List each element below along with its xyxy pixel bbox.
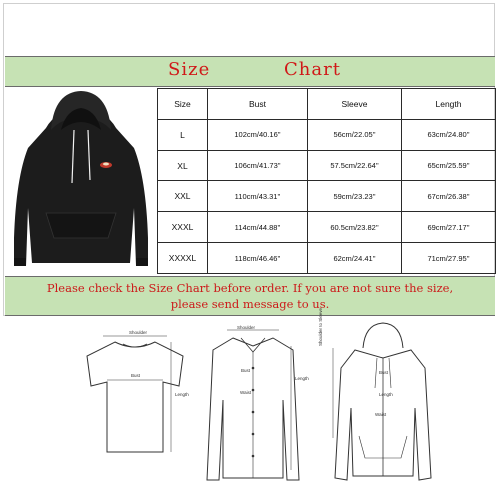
cell-size: XXXL [158, 212, 208, 243]
cell-sleeve: 57.5cm/22.64'' [308, 150, 402, 181]
size-table [157, 88, 496, 274]
hoodie-illustration [6, 88, 156, 274]
hoodie-diagram [325, 318, 435, 488]
table-row [158, 181, 496, 212]
header-sleeve: Sleeve [308, 89, 402, 120]
shirt-length-label: Length [295, 376, 309, 381]
notice-line-2: please send message to us. [170, 297, 330, 311]
table-row [158, 212, 496, 243]
shirt-waist-label: Waist [240, 390, 252, 395]
title-size: Size [168, 59, 211, 80]
hoodie-photo [6, 88, 156, 274]
hoodie-shoulder-sleeve-label: Shoulder to Sleeve [318, 307, 323, 346]
cell-bust: 114cm/44.88'' [208, 212, 308, 243]
cell-bust: 118cm/46.46'' [208, 243, 308, 274]
cell-sleeve: 56cm/22.05'' [308, 119, 402, 150]
cell-size: L [158, 119, 208, 150]
cell-size: XXXXL [158, 243, 208, 274]
cell-size: XL [158, 150, 208, 181]
cell-length: 67cm/26.38'' [402, 181, 496, 212]
header-length: Length [402, 89, 496, 120]
header-size: Size [158, 89, 208, 120]
measurement-diagrams [5, 307, 495, 496]
cell-length: 69cm/27.17'' [402, 212, 496, 243]
cell-length: 71cm/27.95'' [402, 243, 496, 274]
cell-size: XXL [158, 181, 208, 212]
table-row [158, 119, 496, 150]
hoodie-waist-label: Waist [375, 412, 387, 417]
hoodie-bust-label: Bust [379, 370, 389, 375]
title-chart: Chart [284, 59, 341, 80]
hoodie-length-label: Length [379, 392, 393, 397]
table-header-row [158, 89, 496, 120]
tshirt-bust-label: Bust [131, 373, 141, 378]
cell-bust: 102cm/40.16'' [208, 119, 308, 150]
cell-length: 63cm/24.80'' [402, 119, 496, 150]
shirt-bust-label: Bust [241, 368, 251, 373]
notice-banner [5, 276, 495, 316]
shirt-shoulder-label: Shoulder [237, 325, 256, 330]
title-banner [5, 56, 495, 87]
table-row [158, 150, 496, 181]
cell-sleeve: 59cm/23.23'' [308, 181, 402, 212]
notice-line-1: Please check the Size Chart before order. If you are not sure the size, [46, 281, 454, 295]
cell-length: 65cm/25.59'' [402, 150, 496, 181]
cell-sleeve: 60.5cm/23.82'' [308, 212, 402, 243]
tshirt-length-label: Length [175, 392, 189, 397]
cell-sleeve: 62cm/24.41'' [308, 243, 402, 274]
table-row [158, 243, 496, 274]
shirt-diagram [203, 320, 303, 485]
header-bust: Bust [208, 89, 308, 120]
cell-bust: 106cm/41.73'' [208, 150, 308, 181]
cell-bust: 110cm/43.31'' [208, 181, 308, 212]
tshirt-shoulder-label: Shoulder [129, 330, 148, 335]
